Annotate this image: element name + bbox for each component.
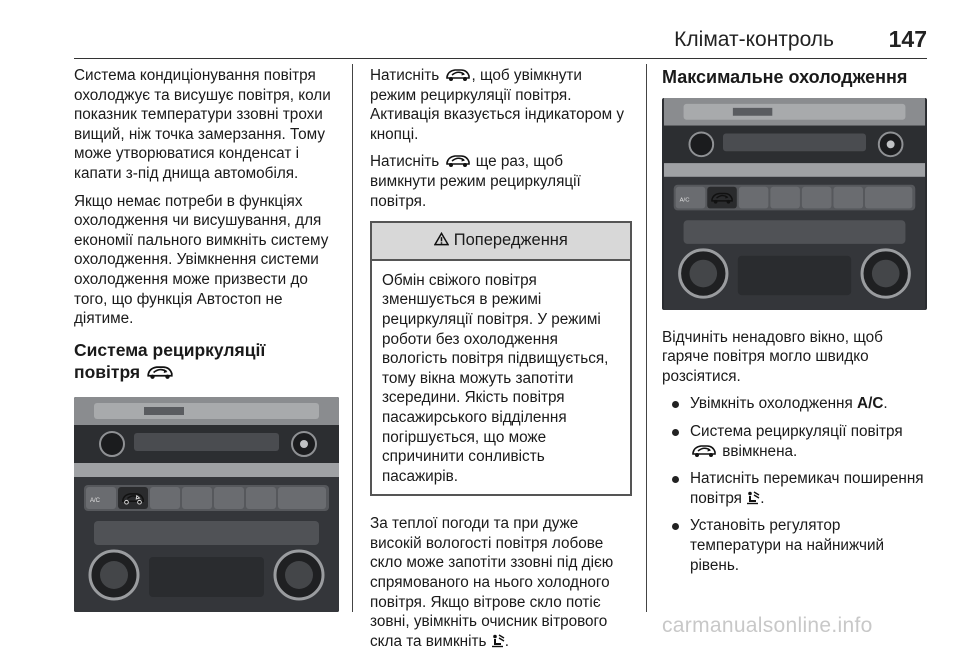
paragraph-recirc-on: Натисніть , щоб увімкнути режим рециркуляції повітря. Активація вказується індикатором у кнопці. xyxy=(370,67,625,143)
column-divider-1 xyxy=(352,64,353,612)
recirculation-car-icon xyxy=(690,444,718,458)
page-number: 147 xyxy=(888,26,927,52)
paragraph-ac-intro: Система кондиціонування повітря охолоджує та висушує повітря, коли показник температури ззовні трохи вищий, ніж точка замерзання. Тому може утворюватися конденсат і капати з-під днища автомобіля. xyxy=(74,67,331,182)
left-column xyxy=(74,66,344,617)
recirculation-car-icon xyxy=(444,68,472,82)
paragraph-windshield-fog: За теплої погоди та при дуже високій вологості повітря лобове скло може запотіти ззовні під дією спрямованого на нього холодного повітря. Якщо вітрове скло потіє зовні, увімкніть очисник вітрового скла та вимкніть . xyxy=(370,515,614,650)
recirculation-car-icon xyxy=(444,154,472,168)
right-column xyxy=(662,66,930,583)
paragraph-open-window: Відчиніть ненадовго вікно, щоб гаряче повітря могло швидко розсіятися. xyxy=(662,328,883,385)
climate-panel-photo-max-cooling xyxy=(662,98,927,310)
photo-ac-label: A/C xyxy=(90,497,101,504)
ac-key-label: A/C xyxy=(857,395,884,413)
warning-title: Попередження xyxy=(453,231,568,250)
warning-triangle-icon xyxy=(434,232,449,246)
column-divider-2 xyxy=(646,64,647,612)
page-header-title: Клімат-контроль xyxy=(674,28,834,51)
section-heading-max-cooling: Максимальне охолодження xyxy=(662,67,908,87)
paragraph-ac-economy: Якщо немає потреби в функціях охолодження чи висушування, для економії пального вимкніть систему охолодження. Увімкнення системи охолодження може призвести до того, що функція Автостоп не діятиме. xyxy=(74,192,329,328)
watermark: carmanualsonline.info xyxy=(662,614,873,637)
photo-ac-label: A/C xyxy=(679,197,690,204)
max-cooling-steps xyxy=(662,394,930,575)
air-distribution-icon xyxy=(746,491,760,505)
climate-panel-photo-recirculation xyxy=(74,397,339,612)
section-heading-recirculation: Система рециркуляції повітря xyxy=(74,339,266,382)
middle-column xyxy=(370,66,632,659)
list-item: Установіть регулятор температури на найнижчий рівень. xyxy=(662,516,930,575)
warning-box xyxy=(370,221,632,496)
list-item: Система рециркуляції повітря ввімкнена. xyxy=(662,422,930,461)
air-distribution-icon xyxy=(491,634,505,648)
warning-text: Обмін свіжого повітря зменшується в режимі рециркуляції повітря. У режимі роботи без охолодження вологість повітря підвищується, тому вікна можуть запотіти зсередини. Якість повітря пасажирського відділення погіршується, що може спричинити сонливість пасажирів. xyxy=(382,271,609,485)
list-item: Натисніть перемикач поширення повітря . xyxy=(662,469,930,508)
header-rule xyxy=(74,58,927,59)
warning-header xyxy=(372,223,630,261)
paragraph-recirc-off: Натисніть ще раз, щоб вимкнути режим рециркуляції повітря. xyxy=(370,153,581,210)
recirculation-car-icon xyxy=(145,365,175,380)
list-item: Увімкніть охолодження A/C. xyxy=(662,394,930,414)
